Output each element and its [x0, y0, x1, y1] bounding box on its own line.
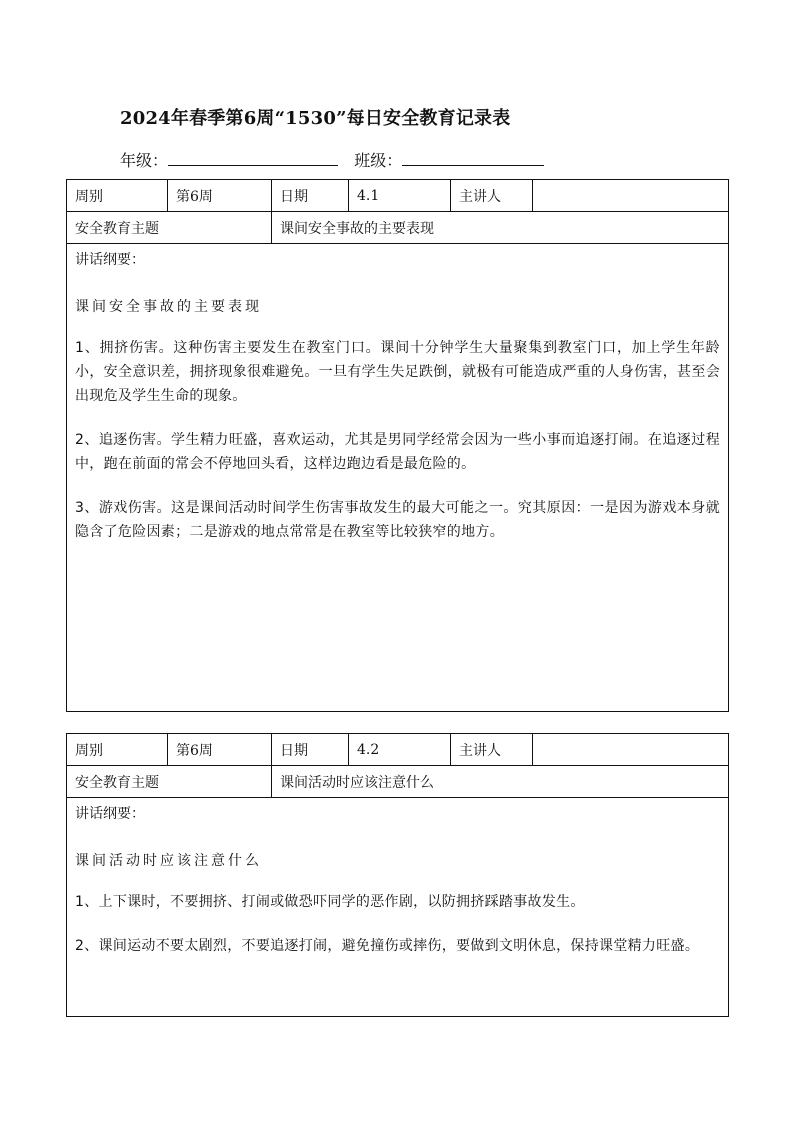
paragraph-text: 游戏伤害。这是课间活动时间学生伤害事故发生的最大可能之一。究其原因：一是因为游戏本身就隐含了危险因素；二是游戏的地点常常是在教室等比较狭窄的地方。 [75, 500, 720, 540]
paragraph-number: 1、 [75, 894, 99, 910]
paragraph-text: 追逐伤害。学生精力旺盛，喜欢运动，尤其是男同学经常会因为一些小事而追逐打闹。在追逐过程中，跑在前面的常会不停地回头看，这样边跑边看是最危险的。 [75, 432, 720, 472]
outline-paragraph [75, 934, 720, 958]
date-value: 4.1 [349, 180, 451, 212]
date-value: 4.2 [349, 734, 451, 766]
grade-blank [168, 151, 338, 166]
outline-paragraph [75, 890, 720, 914]
speaker-value [533, 180, 729, 212]
week-label: 周别 [67, 734, 168, 766]
class-blank [402, 151, 544, 166]
outline-paragraph [75, 428, 720, 476]
paragraph-text: 上下课时，不要拥挤、打闹或做恐吓同学的恶作剧，以防拥挤踩踏事故发生。 [98, 894, 585, 910]
speaker-label: 主讲人 [451, 180, 533, 212]
outline-topic: 课间活动时应该注意什么 [75, 853, 262, 869]
theme-label: 安全教育主题 [67, 766, 272, 798]
theme-value: 课间活动时应该注意什么 [272, 766, 729, 798]
outline-label: 讲话纲要： [75, 806, 145, 822]
paragraph-number: 3、 [75, 500, 99, 516]
record-table-2 [66, 733, 729, 1017]
outline-label: 讲话纲要： [75, 252, 145, 268]
paragraph-number: 1、 [75, 340, 100, 356]
speaker-label: 主讲人 [451, 734, 533, 766]
paragraph-text: 课间运动不要太剧烈，不要追逐打闹，避免撞伤或摔伤，要做到文明休息，保持课堂精力旺盛。 [98, 938, 700, 954]
paragraph-number: 2、 [75, 938, 99, 954]
outline-cell [67, 244, 729, 712]
record-table-1 [66, 179, 729, 712]
outline-topic: 课间安全事故的主要表现 [75, 299, 262, 315]
week-value: 第6周 [168, 180, 272, 212]
outline-paragraph [75, 496, 720, 544]
outline-paragraph [75, 336, 720, 408]
outline-cell [67, 798, 729, 1017]
paragraph-number: 2、 [75, 432, 99, 448]
class-label: 班级： [354, 151, 403, 170]
paragraph-text: 拥挤伤害。这种伤害主要发生在教室门口。课间十分钟学生大量聚集到教室门口，加上学生年龄小，安全意识差，拥挤现象很难避免。一旦有学生失足跌倒，就极有可能造成严重的人身伤害，甚至会出现危及学生生命的现象。 [75, 340, 720, 404]
speaker-value [533, 734, 729, 766]
grade-class-line [120, 148, 544, 171]
date-label: 日期 [272, 180, 349, 212]
week-label: 周别 [67, 180, 168, 212]
page-title: 2024年春季第6周“1530”每日安全教育记录表 [120, 108, 511, 129]
theme-label: 安全教育主题 [67, 212, 272, 244]
date-label: 日期 [272, 734, 349, 766]
week-value: 第6周 [168, 734, 272, 766]
theme-value: 课间安全事故的主要表现 [272, 212, 729, 244]
grade-label: 年级： [120, 151, 169, 170]
